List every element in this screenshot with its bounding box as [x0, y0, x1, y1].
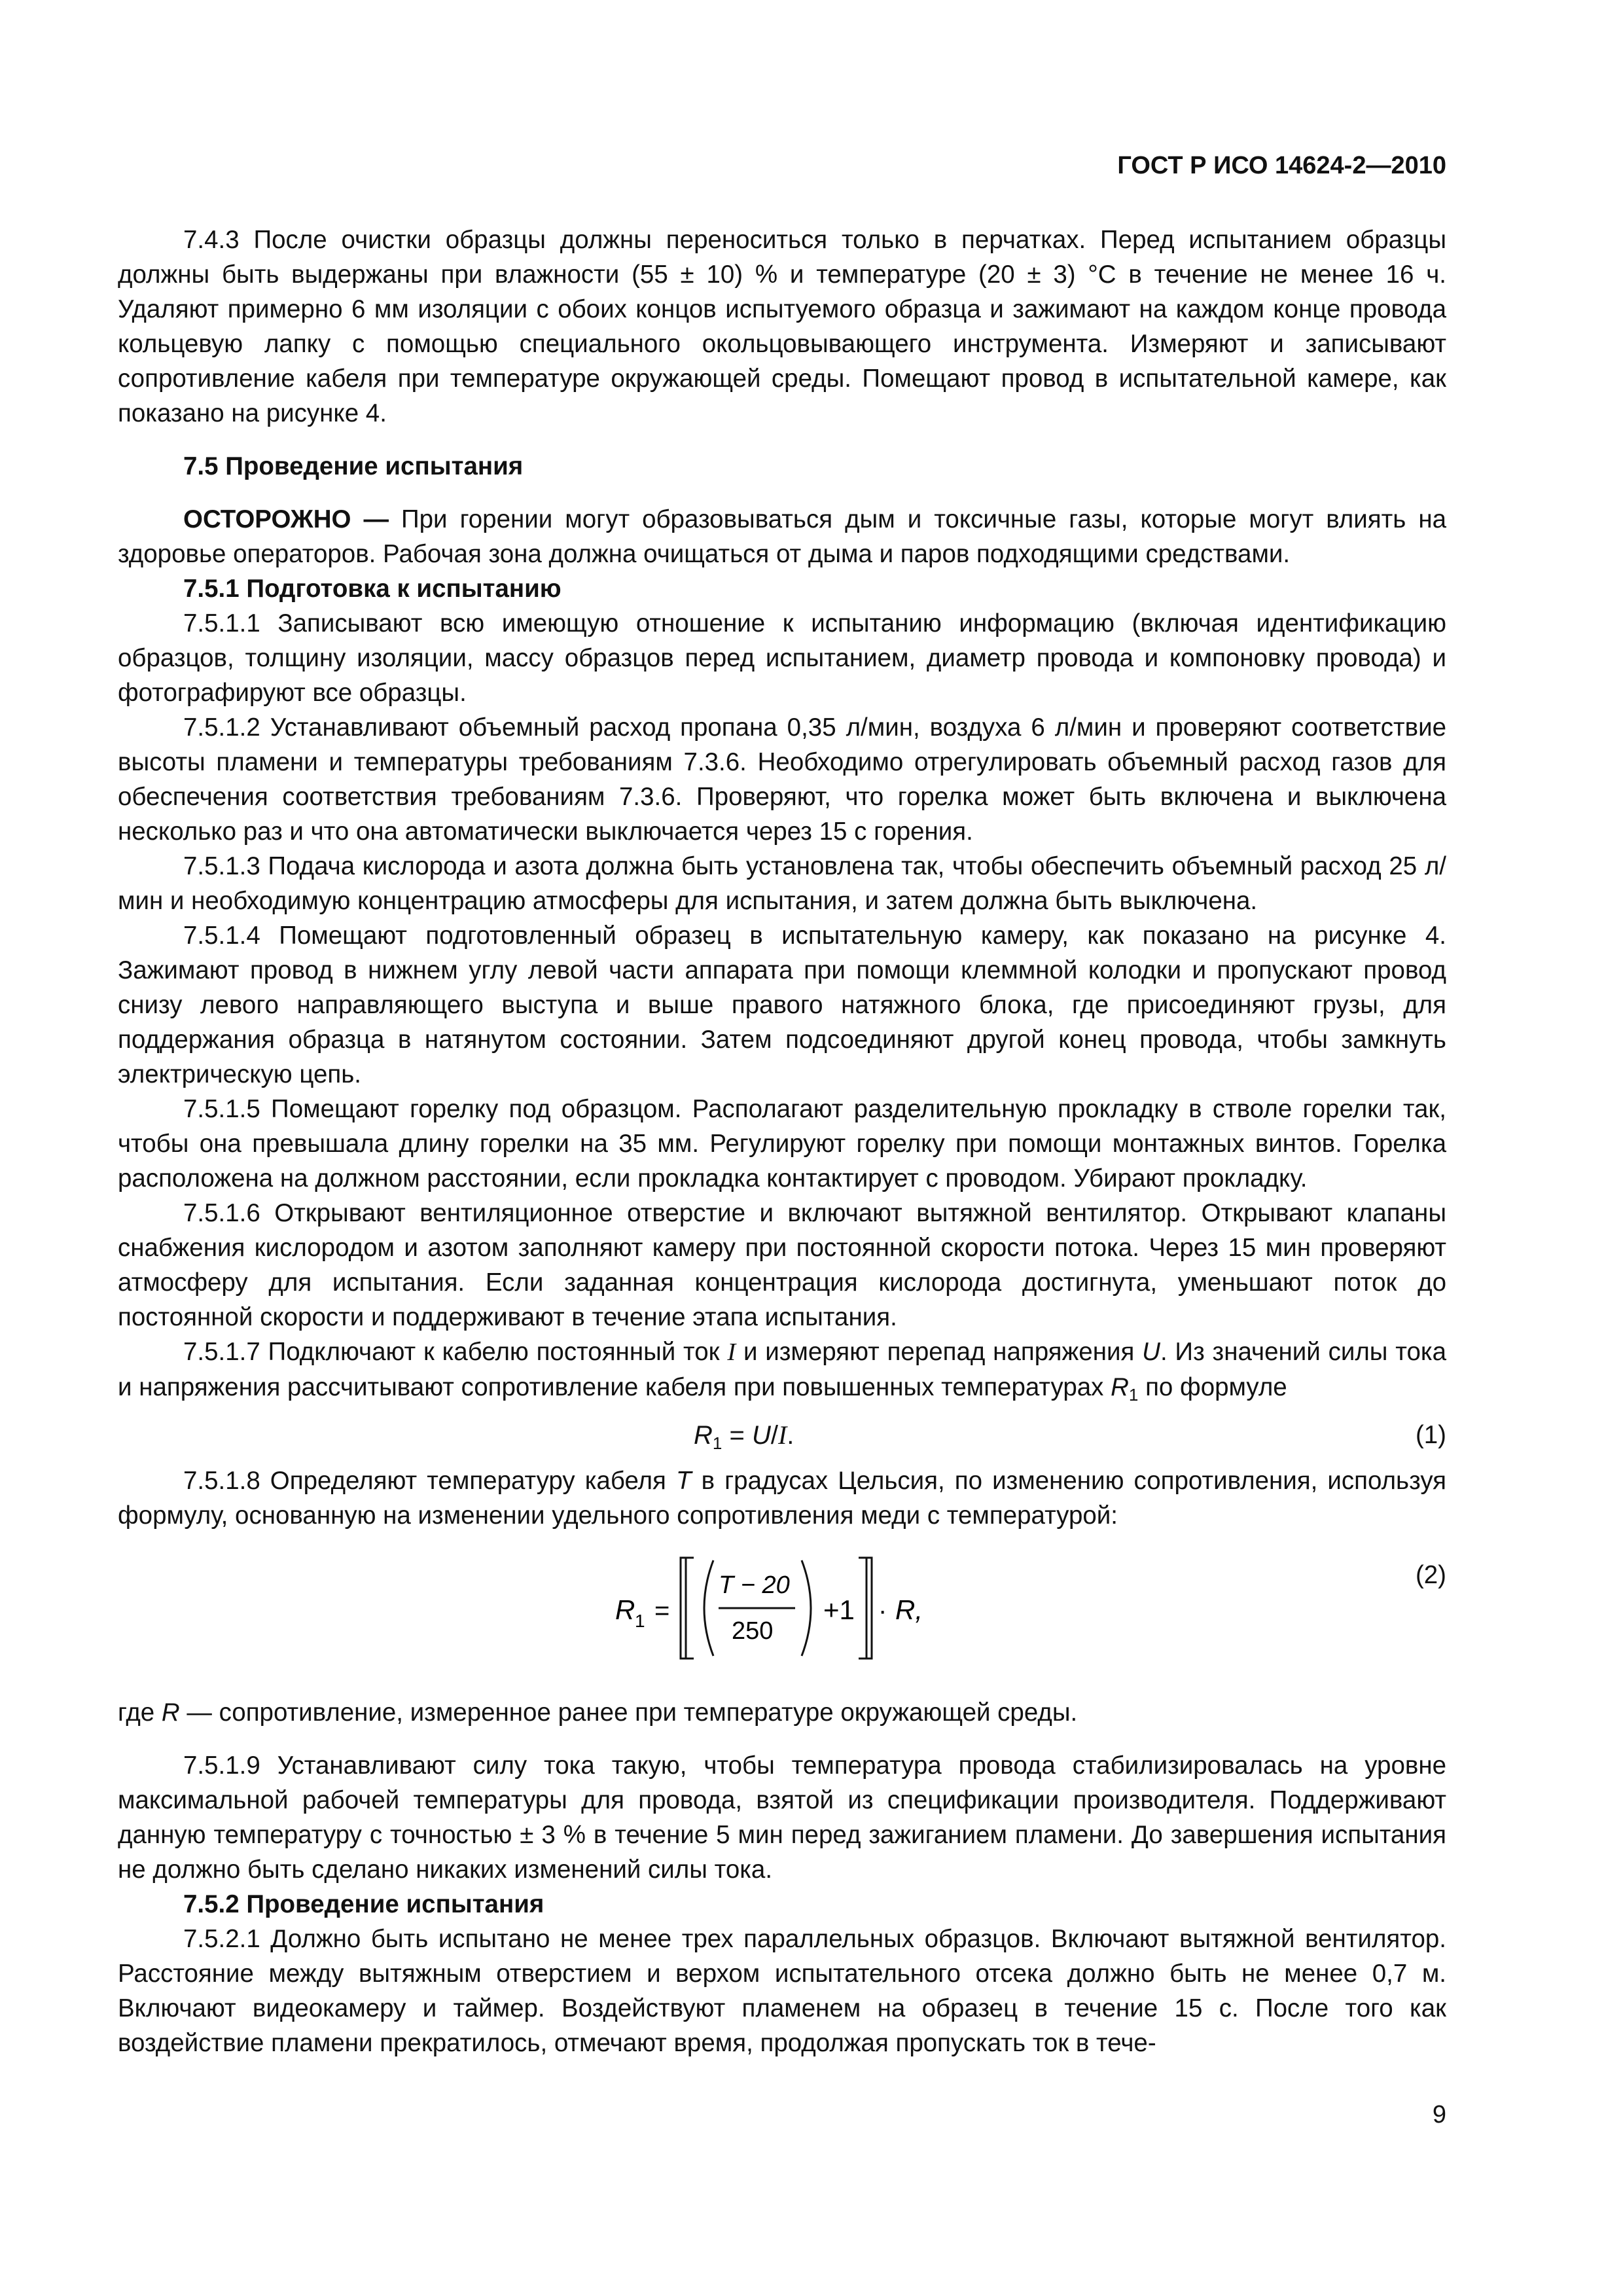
text-run: по формуле: [1138, 1373, 1287, 1401]
denominator: 250: [732, 1617, 774, 1645]
warning-paragraph: [118, 502, 1446, 571]
section-heading-7-5-1: 7.5.1 Подготовка к испытанию: [183, 575, 562, 603]
right-bracket-inner: [864, 1558, 872, 1659]
paragraph-7-5-1-6: 7.5.1.6 Открывают вентиляционное отверстие и включают вытяжной вентилятор. Открывают клапаны снабжения кислородом и азотом заполняют камеру при постоянной скорости потока. Через 15 мин проверяют атмосферу для испытания. Если заданная концентрация кислорода достигнута, уменьшают поток до постоянной скорости и поддерживают в течение этапа испытания.: [118, 1199, 1446, 1331]
formula-2-number: (2): [1415, 1561, 1446, 1589]
text-run: и измеряют перепад напряжения: [736, 1338, 1143, 1366]
text-run: 7.5.1.7 Подключают к кабелю постоянный ток: [183, 1338, 728, 1366]
paragraph-7-5-1-3: 7.5.1.3 Подача кислорода и азота должна быть установлена так, чтобы обеспечить объемный расход 25 л/мин и необходимую концентрацию атмосферы для испытания, и затем должна быть выключена.: [118, 852, 1446, 915]
formula-2: [118, 1546, 1446, 1677]
text-run: . Из значений силы тока и напряжения рассчитывают сопротивление кабеля при повышенных температурах: [118, 1338, 1446, 1401]
right-paren: [802, 1560, 811, 1656]
warning-label: ОСТОРОЖНО —: [183, 505, 389, 533]
formula-symbol: R: [694, 1421, 713, 1450]
paragraph-7-5-1-1: 7.5.1.1 Записывают всю имеющую отношение к испытанию информацию (включая идентификацию образцов, толщину изоляции, массу образцов перед испытанием, диаметр провода и компоновку провода) и фотографируют все образцы.: [118, 609, 1446, 707]
subscript: 1: [635, 1611, 645, 1631]
numerator: T − 20: [719, 1571, 790, 1599]
section-heading-7-5: 7.5 Проведение испытания: [183, 452, 524, 480]
equals-sign: =: [654, 1596, 670, 1625]
formula-1: [118, 1418, 1446, 1463]
text-run: — сопротивление, измеренное ранее при температуре окружающей среды.: [179, 1698, 1078, 1727]
document-body: [118, 223, 1446, 2060]
slash: /: [770, 1421, 778, 1450]
page-number: 9: [1432, 2101, 1446, 2128]
where-clause: [118, 1695, 1446, 1730]
temperature-symbol: T: [675, 1467, 692, 1495]
paragraph-7-5-1-9: 7.5.1.9 Устанавливают силу тока такую, чтобы температура провода стабилизировалась на уровне максимальной рабочей температуры для провода, взятой из спецификации производителя. Поддерживают данную температуру с точностью ± 3 % в течение 5 мин перед зажиганием пламени. До завершения испытания не должно быть сделано никаких изменений силы тока.: [118, 1751, 1446, 1884]
resistance-symbol: R: [1111, 1373, 1129, 1401]
formula-symbol-rhs: R,: [895, 1594, 923, 1625]
paragraph-7-5-1-8: [118, 1463, 1446, 1533]
right-bracket: [859, 1558, 866, 1659]
left-bracket: [681, 1558, 688, 1659]
period: .: [787, 1421, 794, 1450]
paragraph-7-5-1-7: [118, 1335, 1446, 1412]
formula-2-expression: [615, 1546, 1034, 1664]
formula-symbol: R: [615, 1594, 635, 1625]
current-symbol: I: [727, 1338, 736, 1366]
formula-symbol: I: [777, 1420, 787, 1450]
left-bracket-inner: [686, 1558, 694, 1659]
formula-symbol: U: [751, 1421, 771, 1450]
paragraph-7-5-2-1: 7.5.2.1 Должно быть испытано не менее трех параллельных образцов. Включают вытяжной вентилятор. Расстояние между вытяжным отверстием и верхом испытательного отсека должно быть не менее 0,7 м. Включают видеокамеру и таймер. Воздействуют пламенем на образец в течение 15 с. После того как воздействие пламени прекратилось, отмечают время, продолжая пропускать ток в тече-: [118, 1925, 1446, 2057]
formula-1-expression: [694, 1418, 794, 1461]
subscript: 1: [712, 1433, 722, 1453]
equals-sign: =: [722, 1421, 752, 1450]
dot-operator: ·: [878, 1596, 887, 1625]
resistance-symbol: R: [161, 1698, 180, 1727]
paragraph-7-5-1-2: 7.5.1.2 Устанавливают объемный расход пропана 0,35 л/мин, воздуха 6 л/мин и проверяют соответствие высоты пламени и температуры требованиям 7.3.6. Необходимо отрегулировать объемный расход газов для обеспечения соответствия требованиям 7.3.6. Проверяют, что горелка может быть включена и выключена несколько раз и что она автоматически выключается через 15 с горения.: [118, 713, 1446, 846]
text-run: 7.5.1.8 Определяют температуру кабеля: [183, 1467, 676, 1495]
document-header: ГОСТ Р ИСО 14624-2—2010: [1117, 152, 1446, 179]
text-run: в градусах Цельсия, по изменению сопротивления, используя формулу, основанную на изменении удельного сопротивления меди с температурой:: [118, 1467, 1446, 1530]
paragraph-7-5-1-4: 7.5.1.4 Помещают подготовленный образец в испытательную камеру, как показано на рисунке 4. Зажимают провод в нижнем углу левой части аппарата при помощи клеммной колодки и пропускают провод снизу левого направляющего выступа и выше правого натяжного блока, где присоединяют грузы, для поддержания образца в натянутом состоянии. Затем подсоединяют другой конец провода, чтобы замкнуть электрическую цепь.: [118, 922, 1446, 1088]
text-run: где: [118, 1698, 162, 1727]
formula-1-number: (1): [1415, 1421, 1446, 1449]
paragraph-7-4-3: 7.4.3 После очистки образцы должны переноситься только в перчатках. Перед испытанием образцы должны быть выдержаны при влажности (55 ± 10) % и температуре (20 ± 3) °С в течение не менее 16 ч. Удаляют примерно 6 мм изоляции с обоих концов испытуемого образца и зажимают на каждом конце провода кольцевую лапку с помощью специального окольцовывающего инструмента. Измеряют и записывают сопротивление кабеля при температуре окружающей среды. Помещают провод в испытательной камере, как показано на рисунке 4.: [118, 226, 1446, 427]
voltage-symbol: U: [1142, 1338, 1160, 1366]
plus-one: +1: [823, 1594, 855, 1625]
paragraph-7-5-1-5: 7.5.1.5 Помещают горелку под образцом. Располагают разделительную прокладку в стволе горелки так, чтобы она превышала длину горелки на 35 мм. Регулируют горелку при помощи монтажных винтов. Горелка расположена на должном расстоянии, если прокладка контактирует с проводом. Убирают прокладку.: [118, 1095, 1446, 1193]
section-heading-7-5-2: 7.5.2 Проведение испытания: [183, 1890, 544, 1918]
warning-text: При горении могут образовываться дым и токсичные газы, которые могут влиять на здоровье операторов. Рабочая зона должна очищаться от дыма и паров подходящими средствами.: [118, 505, 1446, 568]
left-paren: [704, 1560, 713, 1656]
subscript: 1: [1128, 1385, 1139, 1405]
